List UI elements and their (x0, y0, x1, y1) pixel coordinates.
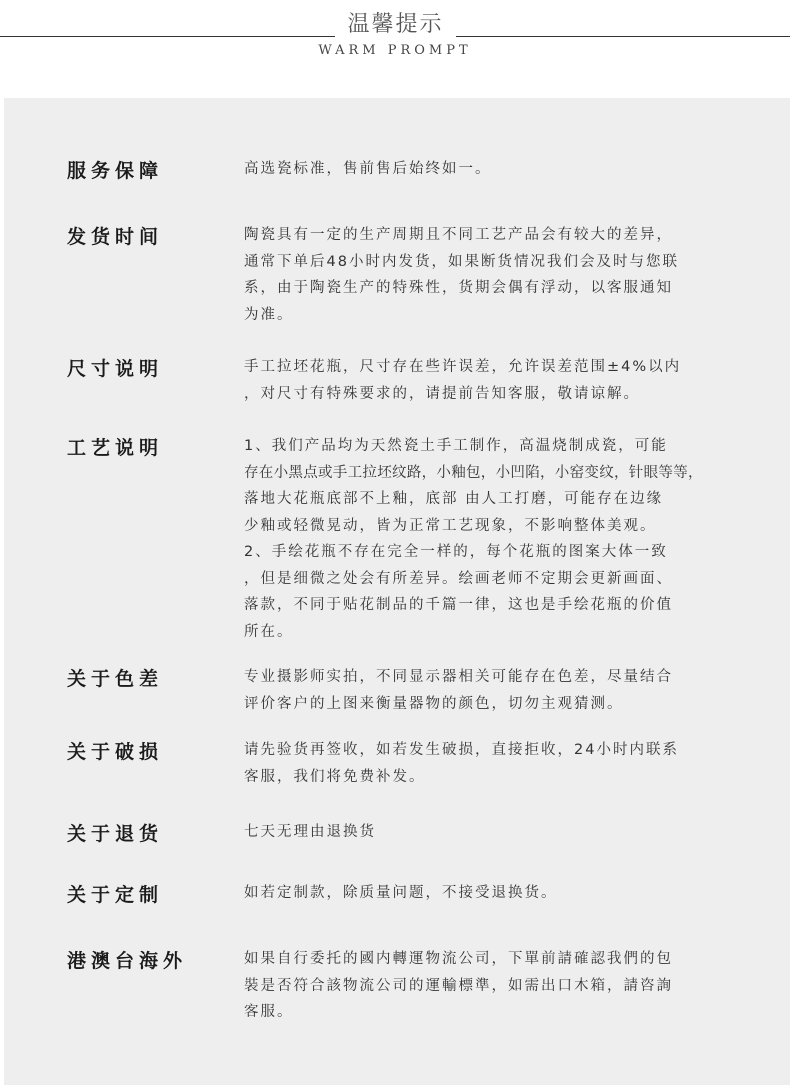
section-content (244, 156, 756, 183)
content-line: 存在小黑点或手工拉坯纹路，小釉包，小凹陷，小窑变纹，针眼等等， (244, 464, 703, 481)
content-line: 2、手绘花瓶不存在完全一样的，每个花瓶的图案大体一致 (244, 544, 668, 560)
section-label: 关于定制 (67, 884, 164, 906)
content-line: 通常下单后48小时内发货，如果断货情况我们会及时与您联 (244, 253, 679, 270)
header (0, 0, 790, 70)
content-line: 如若定制款，除质量问题，不接受退换货。 (244, 885, 558, 901)
section-label: 尺寸说明 (67, 358, 164, 380)
section-content (244, 946, 756, 1026)
section-label: 关于退货 (67, 823, 164, 845)
section-label: 关于破损 (67, 741, 164, 763)
section-content (244, 433, 756, 645)
content-line: 所在。 (244, 623, 294, 640)
content-line: 七天无理由退换货 (244, 824, 376, 840)
content-line: 为准。 (244, 306, 294, 323)
section-content (244, 664, 756, 717)
section-content (244, 737, 756, 790)
content-line: 如果自行委托的國内轉運物流公司，下單前請確認我們的包 (244, 951, 673, 967)
content-line: 客服。 (244, 1004, 294, 1020)
header-divider-left (0, 36, 335, 37)
content-line: 专业摄影师实拍，不同显示器相关可能存在色差，尽量结合 (244, 669, 673, 685)
content-line: 1、我们产品均为天然瓷土手工制作，高温烧制成瓷，可能 (244, 438, 668, 454)
section-content (244, 880, 756, 907)
header-divider-right (456, 36, 790, 37)
content-line: ，对尺寸有特殊要求的，请提前告知客服，敬请谅解。 (244, 385, 640, 402)
section-label: 服务保障 (67, 160, 164, 182)
content-line: 落款，不同于贴花制品的千篇一律，这也是手绘花瓶的价值 (244, 597, 673, 613)
content-line: 落地大花瓶底部不上釉，底部 由人工打磨，可能存在边缘 (244, 491, 664, 507)
content-line: 手工拉坯花瓶，尺寸存在些许误差，允许误差范围±4%以内 (244, 359, 682, 375)
section-label: 发货时间 (67, 226, 164, 248)
content-line: ，但是细微之处会有所差异。绘画老师不定期会更新画面、 (244, 570, 673, 587)
content-line: 陶瓷具有一定的生产周期且不同工艺产品会有较大的差异， (244, 227, 673, 243)
content-line: 少釉或轻微晃动，皆为正常工艺现象，不影响整体美观。 (244, 517, 657, 534)
section-content (244, 819, 756, 846)
content-line: 客服，我们将免费补发。 (244, 768, 426, 785)
page-subtitle: WARM PROMPT (318, 43, 472, 58)
content-line: 评价客户的上图来衡量器物的颜色，切勿主观猜测。 (244, 695, 624, 712)
page-title: 温馨提示 (347, 12, 444, 37)
content-line: 高选瓷标准，售前售后始终如一。 (244, 161, 492, 177)
section-content (244, 222, 756, 328)
section-label: 港澳台海外 (67, 950, 188, 972)
notice-panel (4, 98, 790, 1085)
section-label: 工艺说明 (67, 437, 164, 459)
section-label: 关于色差 (67, 668, 164, 690)
content-line: 裝是否符合該物流公司的運輸標準，如需出口木箱，請咨詢 (244, 977, 673, 994)
content-line: 请先验货再签收，如若发生破损，直接拒收，24小时内联系 (244, 742, 679, 758)
section-content (244, 354, 756, 407)
content-line: 系，由于陶瓷生产的特殊性，货期会偶有浮动，以客服通知 (244, 280, 673, 296)
